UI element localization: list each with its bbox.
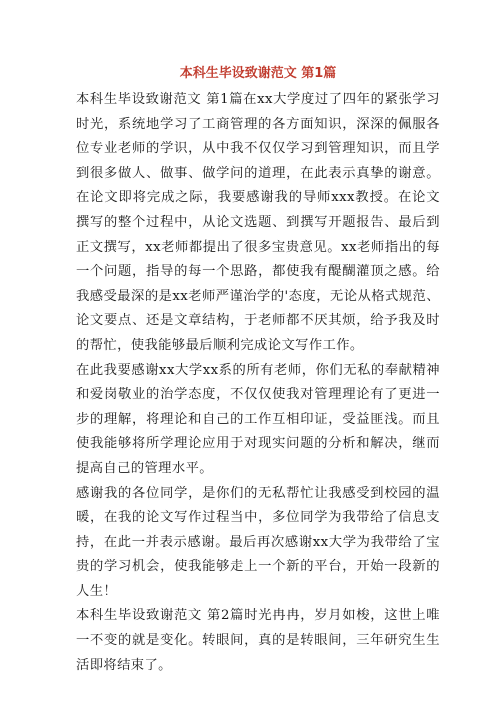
paragraph-1: 本科生毕设致谢范文 第1篇在xx大学度过了四年的紧张学习时光，系统地学习了工商管理的各方面知识，深深的佩服各位专业老师的学识，从中我不仅仅学习到管理知识，而且学到很多做人、做事、做学问的道理，在此表示真挚的谢意。在论文即将完成之际，我要感谢我的导师xxx教授。在论文撰写的整个过程中，从论文选题、到撰写开题报告、最后到正文撰写，xx老师都提出了很多宝贵意见。xx老师指出的每一个问题，指导的每一个思路，都使我有醍醐灌顶之感。给我感受最深的是xx老师严谨治学的'态度，无论从格式规范、论文要点、还是文章结构，于老师都不厌其烦，给予我及时的帮忙，使我能够最后顺利完成论文写作工作。 <box>76 92 440 353</box>
paragraph-4: 本科生毕设致谢范文 第2篇时光冉冉，岁月如梭，这世上唯一不变的就是变化。转眼间，真的是转眼间，三年研究生生活即将结束了。 <box>76 608 440 673</box>
paragraph-3: 感谢我的各位同学，是你们的无私帮忙让我感受到校园的温暖，在我的论文写作过程当中，多位同学为我带给了信息支持，在此一并表示感谢。最后再次感谢xx大学为我带给了宝贵的学习机会，使我能够走上一个新的平台，开始一段新的人生！ <box>76 485 440 599</box>
document-title: 本科生毕设致谢范文 第1篇 <box>179 66 337 81</box>
document-page <box>76 64 440 678</box>
paragraph-2: 在此我要感谢xx大学xx系的所有老师，你们无私的奉献精神和爱岗敬业的治学态度，不仅仅使我对管理理论有了更进一步的理解，将理论和自己的工作互相印证，受益匪浅。而且使我能够将所学理论应用于对现实问题的分析和解决，继而提高自己的管理水平。 <box>76 362 440 476</box>
